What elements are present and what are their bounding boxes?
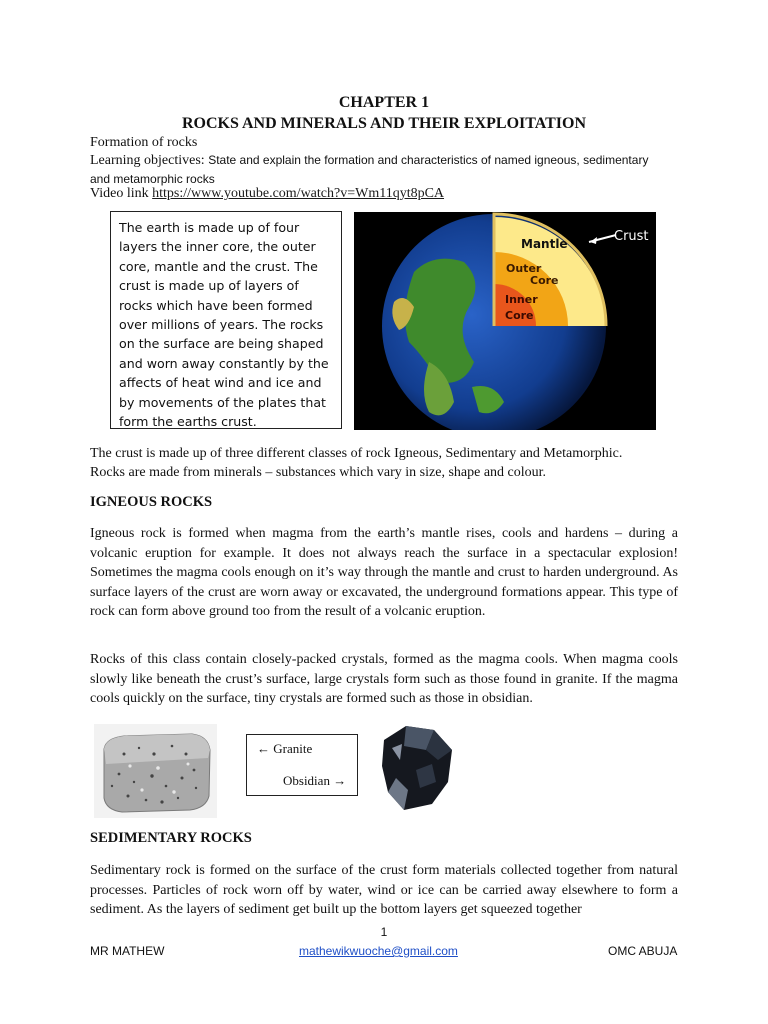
earth-layers-diagram — [354, 212, 656, 430]
sedimentary-heading: SEDIMENTARY ROCKS — [90, 830, 252, 846]
granite-label: ← Granite — [257, 741, 313, 756]
sedimentary-paragraph-1: Sedimentary rock is formed on the surface of the crust form materials collected together from natural processes. Particles of rock worn off by water, wind or ice can be carried away elsewhere to form a sediment. As the layers of sediment get built up the bottom layers get squeezed together — [90, 863, 678, 917]
footer-email-link[interactable]: mathewikwuoche@gmail.com — [299, 944, 458, 958]
textbox-line: core, mantle and the crust. The — [119, 258, 318, 274]
igneous-paragraph-1: Igneous rock is formed when magma from the earth’s mantle rises, cools and hardens – during a volcanic eruption for example. It does not always reach the surface in a spectacular explosion! Sometimes the magma cools enough on it’s way through the mantle and crust to harden underground. As surface layers of the crust are worn away or excavated, the underground formations appear. This type of rock can form above ground too from the result of a volcanic eruption. — [90, 526, 678, 619]
objectives-line — [90, 153, 648, 169]
objectives-text-continued: and metamorphic rocks — [90, 172, 215, 186]
textbox-line: and worn away constantly by the — [119, 355, 329, 371]
textbox-line: by movements of the plates that — [119, 394, 326, 410]
objectives-text: State and explain the formation and characteristics of named igneous, sedimentary — [208, 153, 649, 167]
textbox-line: affects of heat wind and ice and — [119, 375, 322, 391]
footer-school: OMC ABUJA — [608, 944, 678, 958]
objectives-label: Learning objectives: — [90, 153, 205, 168]
page-number: 1 — [380, 925, 388, 939]
igneous-heading: IGNEOUS ROCKS — [90, 494, 213, 510]
outer-core-label-1: Outer — [506, 262, 542, 275]
rock-labels-box — [246, 734, 358, 796]
video-link[interactable]: https://www.youtube.com/watch?v=Wm11qyt8pCA — [152, 186, 445, 201]
footer-author: MR MATHEW — [90, 944, 165, 958]
mantle-label: Mantle — [521, 237, 568, 251]
chapter-heading: CHAPTER 1 — [338, 94, 430, 111]
crust-paragraph-line-2: Rocks are made from minerals – substances which vary in size, shape and colour. — [90, 465, 547, 480]
textbox-line: crust is made up of layers of — [119, 278, 299, 294]
obsidian-image — [376, 720, 458, 816]
textbox-line: layers the inner core, the outer — [119, 239, 316, 255]
inner-core-label-1: Inner — [505, 293, 538, 306]
earth-layers-textbox — [110, 211, 342, 429]
chapter-title: ROCKS AND MINERALS AND THEIR EXPLOITATION — [181, 115, 587, 132]
topic-line: Formation of rocks — [90, 135, 198, 150]
video-line — [90, 186, 444, 202]
textbox-line: on the surface are being shaped — [119, 336, 324, 352]
textbox-line: form the earths crust. — [119, 414, 257, 430]
outer-core-label-2: Core — [530, 274, 559, 287]
textbox-line: rocks which have been formed — [119, 297, 313, 313]
video-label: Video link — [90, 186, 149, 201]
earth-illustration — [354, 212, 656, 430]
igneous-paragraph-2: Rocks of this class contain closely-packed crystals, formed as the magma cools. When magma cools slowly like beneath the crust’s surface, large crystals form such as those found in granite. If the magma cools quickly on the surface, tiny crystals are formed such as those in obsidian. — [90, 652, 678, 706]
crust-paragraph-line-1: The crust is made up of three different classes of rock Igneous, Sedimentary and Metamorphic. — [90, 446, 623, 461]
textbox-line: The earth is made up of four — [119, 220, 300, 235]
obsidian-label: Obsidian → — [283, 773, 347, 788]
textbox-line: over millions of years. The rocks — [119, 317, 324, 333]
crust-label: Crust — [614, 229, 649, 244]
granite-image — [94, 724, 217, 818]
inner-core-label-2: Core — [505, 309, 534, 322]
